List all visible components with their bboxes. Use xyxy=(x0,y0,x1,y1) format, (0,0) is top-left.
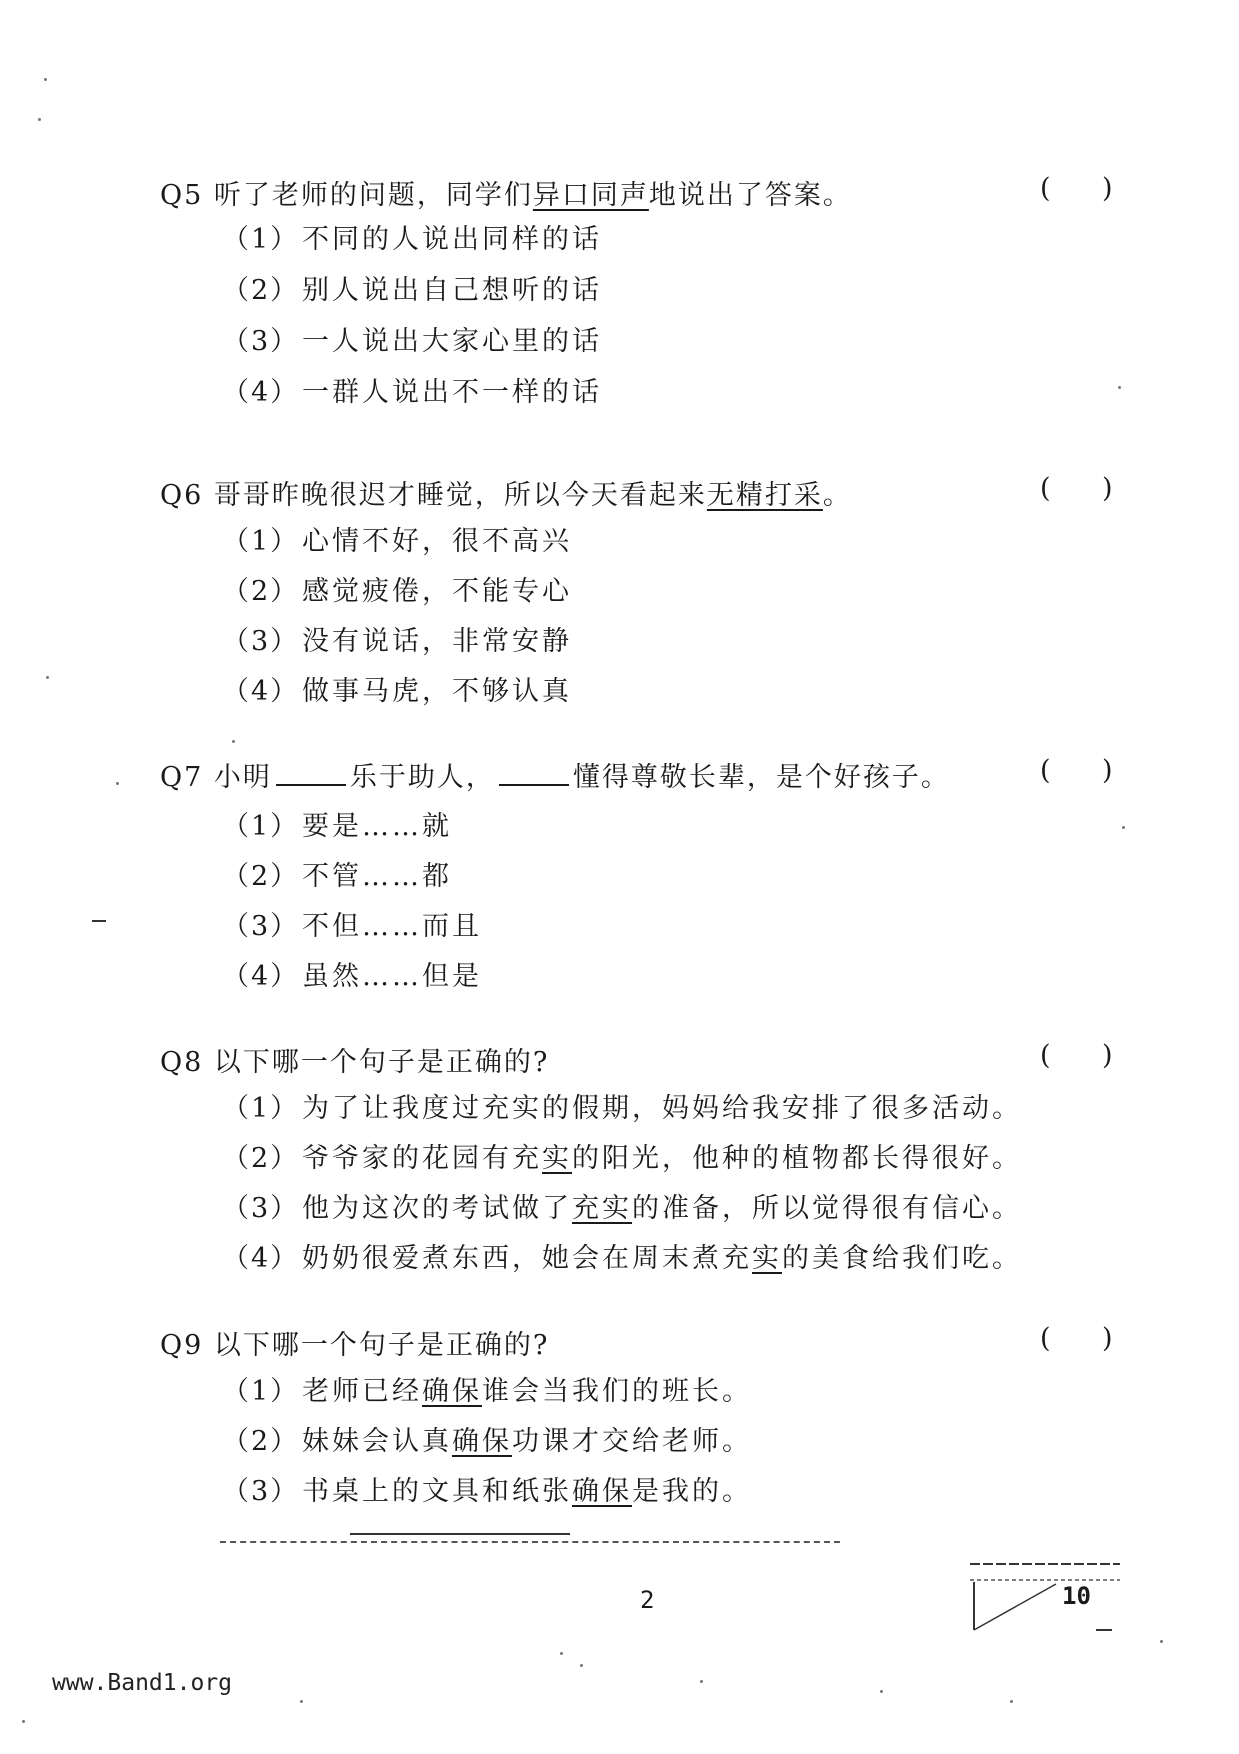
option-4[interactable] xyxy=(222,1236,1022,1275)
stem-text-end: 懂得尊敬长辈，是个好孩子。 xyxy=(572,762,950,793)
scan-speck xyxy=(1160,1640,1163,1643)
scan-speck xyxy=(300,1700,303,1703)
option-number: （2） xyxy=(222,861,300,892)
option-underlined: 确保 xyxy=(452,1426,512,1457)
option-underlined: 确保 xyxy=(572,1476,632,1507)
option-number: （1） xyxy=(222,526,300,557)
option-text: 书桌上的文具和纸张 xyxy=(302,1476,572,1507)
option-text-end: 是我的。 xyxy=(632,1476,752,1507)
option-text: 要是……就 xyxy=(302,811,452,842)
option-text: 妹妹会认真 xyxy=(302,1426,452,1457)
option-number: （3） xyxy=(222,911,300,942)
option-text: 为了让我度过充实的假期，妈妈给我安排了很多活动。 xyxy=(302,1093,1022,1124)
option-1[interactable] xyxy=(222,519,572,558)
option-underlined: 实 xyxy=(542,1143,572,1174)
stem-text-mid: 乐于助人， xyxy=(349,762,495,793)
option-1[interactable] xyxy=(222,217,602,256)
scan-speck xyxy=(232,740,235,743)
option-number: （1） xyxy=(222,811,300,842)
margin-mark xyxy=(92,920,106,922)
option-underlined: 确保 xyxy=(422,1376,482,1407)
option-4[interactable] xyxy=(222,370,602,409)
scan-speck xyxy=(38,118,41,121)
option-number: （1） xyxy=(222,1093,300,1124)
fill-blank-2[interactable] xyxy=(499,762,569,786)
scan-speck xyxy=(1118,386,1121,389)
option-1[interactable] xyxy=(222,1086,1022,1125)
scan-speck xyxy=(560,1652,563,1655)
option-number: （3） xyxy=(222,1193,300,1224)
stem-text-end: 地说出了答案。 xyxy=(648,180,852,211)
option-text: 做事马虎，不够认真 xyxy=(302,676,572,707)
question-stem xyxy=(160,473,852,512)
option-text-end: 的美食给我们吃。 xyxy=(782,1243,1022,1274)
footer-rule xyxy=(220,1541,840,1543)
scan-speck xyxy=(580,1664,583,1667)
question-stem: Q8 以下哪一个句子是正确的? xyxy=(160,1047,550,1078)
option-1[interactable] xyxy=(222,804,452,843)
question-stem xyxy=(160,173,852,212)
option-number: （4） xyxy=(222,961,300,992)
page-number: 2 xyxy=(640,1586,655,1614)
option-4[interactable] xyxy=(222,954,482,993)
option-text-end: 的阳光，他种的植物都长得很好。 xyxy=(572,1143,1022,1174)
scan-speck xyxy=(116,782,119,785)
option-number: （2） xyxy=(222,1426,300,1457)
answer-box[interactable]: ( ) xyxy=(1040,473,1113,504)
option-3[interactable] xyxy=(222,1186,1022,1225)
fill-blank-1[interactable] xyxy=(276,762,346,786)
option-number: （2） xyxy=(222,1143,300,1174)
stem-underlined: 异口同声 xyxy=(532,180,649,211)
option-4[interactable] xyxy=(222,669,572,708)
option-2[interactable] xyxy=(222,854,452,893)
option-text: 感觉疲倦，不能专心 xyxy=(302,576,572,607)
score-value: 10 xyxy=(1062,1582,1091,1610)
option-number: （3） xyxy=(222,326,300,357)
stem-text: Q6 哥哥昨晚很迟才睡觉，所以今天看起来 xyxy=(160,480,707,511)
option-2[interactable] xyxy=(222,1419,752,1458)
scan-speck xyxy=(1122,826,1125,829)
option-number: （4） xyxy=(222,1243,300,1274)
option-text-end: 功课才交给老师。 xyxy=(512,1426,752,1457)
option-text: 不同的人说出同样的话 xyxy=(302,224,602,255)
scan-speck xyxy=(46,676,49,679)
scan-speck xyxy=(44,78,47,81)
footer-rule-top xyxy=(350,1533,570,1535)
question-stem xyxy=(160,755,950,794)
option-number: （3） xyxy=(222,626,300,657)
option-text: 不但……而且 xyxy=(302,911,482,942)
answer-box[interactable]: ( ) xyxy=(1040,1323,1113,1354)
score-box xyxy=(970,1560,1120,1632)
option-3[interactable] xyxy=(222,319,602,358)
option-text: 心情不好，很不高兴 xyxy=(302,526,572,557)
option-number: （4） xyxy=(222,377,300,408)
score-box-lines-icon xyxy=(970,1560,1120,1632)
scan-speck xyxy=(1010,1700,1013,1703)
option-text: 爷爷家的花园有充 xyxy=(302,1143,542,1174)
option-3[interactable] xyxy=(222,1469,752,1508)
answer-box[interactable]: ( ) xyxy=(1040,755,1113,786)
option-3[interactable] xyxy=(222,619,572,658)
option-number: （2） xyxy=(222,275,300,306)
option-underlined: 实 xyxy=(752,1243,782,1274)
question-stem: Q9 以下哪一个句子是正确的? xyxy=(160,1330,550,1361)
option-text: 奶奶很爱煮东西，她会在周末煮充 xyxy=(302,1243,752,1274)
site-url: www.Band1.org xyxy=(52,1670,233,1696)
scan-speck xyxy=(880,1690,883,1693)
option-text: 一群人说出不一样的话 xyxy=(302,377,602,408)
option-2[interactable] xyxy=(222,1136,1022,1175)
stem-text-end: 。 xyxy=(822,480,852,511)
option-text: 别人说出自己想听的话 xyxy=(302,275,602,306)
option-number: （1） xyxy=(222,1376,300,1407)
option-number: （4） xyxy=(222,676,300,707)
scan-speck xyxy=(22,1720,25,1723)
option-text-end: 谁会当我们的班长。 xyxy=(482,1376,752,1407)
option-1[interactable] xyxy=(222,1369,752,1408)
option-text: 他为这次的考试做了 xyxy=(302,1193,572,1224)
option-3[interactable] xyxy=(222,904,482,943)
answer-box[interactable]: ( ) xyxy=(1040,1040,1113,1071)
option-2[interactable] xyxy=(222,268,602,307)
option-number: （1） xyxy=(222,224,300,255)
option-text: 没有说话，非常安静 xyxy=(302,626,572,657)
option-text-end: 的准备，所以觉得很有信心。 xyxy=(632,1193,1022,1224)
option-text: 一人说出大家心里的话 xyxy=(302,326,602,357)
stem-text: Q7 小明 xyxy=(160,762,272,793)
option-underlined: 充实 xyxy=(572,1193,632,1224)
option-number: （3） xyxy=(222,1476,300,1507)
scan-speck xyxy=(700,1680,703,1683)
option-text: 老师已经 xyxy=(302,1376,422,1407)
option-2[interactable] xyxy=(222,569,572,608)
option-number: （2） xyxy=(222,576,300,607)
answer-box[interactable]: ( ) xyxy=(1040,173,1113,204)
option-text: 不管……都 xyxy=(302,861,452,892)
stem-underlined: 无精打采 xyxy=(706,480,823,511)
stem-text: Q5 听了老师的问题，同学们 xyxy=(160,180,533,211)
option-text: 虽然……但是 xyxy=(302,961,482,992)
